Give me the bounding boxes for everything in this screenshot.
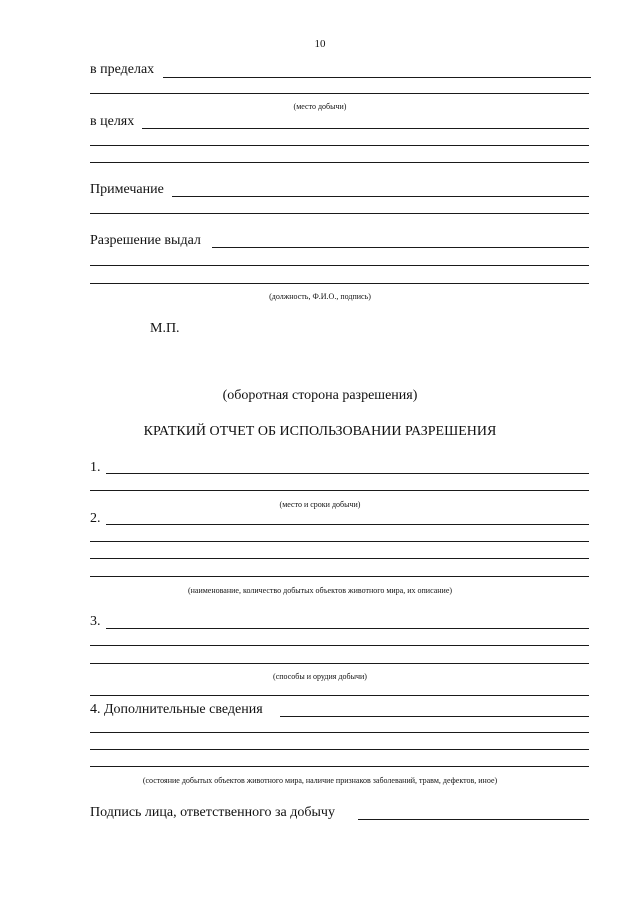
signature-label: Подпись лица, ответственного за добычу (90, 805, 335, 820)
stamp-label: М.П. (150, 321, 180, 336)
item4-fill-line-3[interactable] (90, 749, 589, 750)
item2-fill-line[interactable] (106, 524, 589, 525)
item3-fill-line-2[interactable] (90, 645, 589, 646)
reverse-side-heading: (оборотная сторона разрешения) (222, 388, 418, 403)
item3-fill-line-4[interactable] (90, 695, 589, 696)
item2-label: 2. (90, 511, 101, 526)
item2-fill-line-3[interactable] (90, 558, 589, 559)
item3-fill-line-3[interactable] (90, 663, 589, 664)
item4-label: 4. Дополнительные сведения (90, 702, 263, 717)
report-title: КРАТКИЙ ОТЧЕТ ОБ ИСПОЛЬЗОВАНИИ РАЗРЕШЕНИЯ (143, 424, 497, 439)
item3-fill-line[interactable] (106, 628, 589, 629)
limits-fill-line[interactable] (163, 77, 591, 78)
item1-fill-line-2[interactable] (90, 490, 589, 491)
item1-label: 1. (90, 460, 101, 475)
item2-fill-line-2[interactable] (90, 541, 589, 542)
item3-caption: (способы и орудия добычи) (273, 672, 367, 681)
issued-label: Разрешение выдал (90, 233, 201, 248)
purpose-fill-line[interactable] (142, 128, 589, 129)
item1-caption: (место и сроки добычи) (279, 500, 361, 509)
item4-fill-line-2[interactable] (90, 732, 589, 733)
limits-fill-line-2[interactable] (90, 93, 589, 94)
item2-fill-line-4[interactable] (90, 576, 589, 577)
place-caption: (место добычи) (293, 102, 347, 111)
item1-fill-line[interactable] (106, 473, 589, 474)
item3-label: 3. (90, 614, 101, 629)
purpose-label: в целях (90, 114, 135, 129)
purpose-fill-line-3[interactable] (90, 162, 589, 163)
signature-fill-line[interactable] (358, 819, 589, 820)
issued-fill-line-2[interactable] (90, 265, 589, 266)
issued-fill-line-3[interactable] (90, 283, 589, 284)
item4-fill-line-4[interactable] (90, 766, 589, 767)
note-fill-line[interactable] (172, 196, 589, 197)
issued-fill-line[interactable] (212, 247, 589, 248)
item2-caption: (наименование, количество добытых объектов животного мира, их описание) (187, 586, 453, 595)
note-fill-line-2[interactable] (90, 213, 589, 214)
issuer-caption: (должность, Ф.И.О., подпись) (269, 292, 371, 301)
limits-label: в пределах (90, 62, 155, 77)
purpose-fill-line-2[interactable] (90, 145, 589, 146)
item4-caption: (состояние добытых объектов животного мира, наличие признаков заболеваний, травм, дефектов, иное) (142, 776, 498, 785)
note-label: Примечание (90, 182, 164, 197)
page-number: 10 (314, 38, 326, 50)
item4-fill-line[interactable] (280, 716, 589, 717)
